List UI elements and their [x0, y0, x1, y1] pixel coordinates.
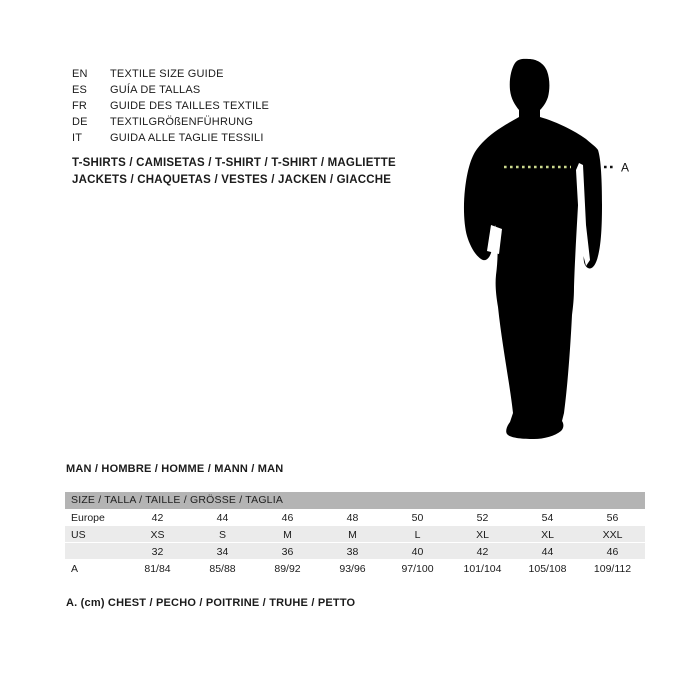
size-table-cell: 56: [606, 511, 619, 524]
language-row: [72, 130, 269, 146]
size-table-cell: 52: [476, 511, 489, 524]
size-table-cell: 54: [541, 511, 554, 524]
size-table-header: SIZE / TALLA / TAILLE / GRÖSSE / TAGLIA: [65, 492, 645, 509]
language-code: EN: [72, 68, 88, 80]
size-table-row-label: A: [71, 562, 79, 575]
size-table: [65, 492, 645, 577]
size-table-cell: XS: [150, 528, 165, 541]
size-table-cell: XXL: [602, 528, 623, 541]
size-table-cell: 105/108: [528, 562, 567, 575]
size-table-cell: 34: [216, 545, 229, 558]
language-row: [72, 82, 269, 98]
chest-measure-label: A: [621, 160, 630, 175]
size-table-cell: 48: [346, 511, 359, 524]
language-code: FR: [72, 100, 88, 112]
language-label: TEXTILE SIZE GUIDE: [110, 68, 224, 80]
language-row: [72, 66, 269, 82]
size-table-cell: L: [414, 528, 421, 541]
size-table-cell: 46: [281, 511, 294, 524]
size-table-row: [65, 560, 645, 577]
size-table-cell: S: [218, 528, 226, 541]
size-table-cell: 101/104: [463, 562, 502, 575]
language-row: [72, 98, 269, 114]
size-table-cell: XL: [541, 528, 554, 541]
size-table-cell: 81/84: [144, 562, 171, 575]
product-types-line1: T-SHIRTS / CAMISETAS / T-SHIRT / T-SHIRT / MAGLIETTE: [72, 157, 396, 169]
size-table-cell: 89/92: [274, 562, 301, 575]
size-table-row: [65, 509, 645, 526]
language-label: TEXTILGRÖßENFÜHRUNG: [110, 116, 254, 128]
size-table-cell: 42: [151, 511, 164, 524]
man-silhouette: [464, 59, 602, 439]
language-code: ES: [72, 84, 88, 96]
size-table-cell: 36: [281, 545, 294, 558]
size-table-row-label: US: [71, 528, 86, 541]
man-figure: [440, 55, 640, 445]
language-guide-list: [72, 66, 269, 146]
product-types-line2: JACKETS / CHAQUETAS / VESTES / JACKEN / GIACCHE: [72, 174, 392, 186]
size-table-cell: M: [283, 528, 292, 541]
size-table-cell: M: [348, 528, 357, 541]
size-table-row: [65, 543, 645, 560]
size-table-row: [65, 526, 645, 543]
size-table-cell: 93/96: [339, 562, 366, 575]
size-table-cell: 46: [606, 545, 619, 558]
size-table-row-label: Europe: [71, 511, 105, 524]
size-table-cell: 32: [151, 545, 164, 558]
measurement-footnote: A. (cm) CHEST / PECHO / POITRINE / TRUHE / PETTO: [66, 597, 356, 609]
size-table-cell: 42: [476, 545, 489, 558]
size-table-body: [65, 509, 645, 577]
product-types: [72, 155, 396, 189]
language-code: IT: [72, 132, 83, 144]
size-table-cell: 44: [216, 511, 229, 524]
language-label: GUÍA DE TALLAS: [110, 84, 201, 96]
size-table-cell: 50: [411, 511, 424, 524]
size-table-cell: 109/112: [593, 562, 632, 575]
size-table-cell: 44: [541, 545, 554, 558]
size-table-cell: 40: [411, 545, 424, 558]
language-code: DE: [72, 116, 88, 128]
language-row: [72, 114, 269, 130]
size-table-cell: 97/100: [401, 562, 434, 575]
size-table-cell: 85/88: [209, 562, 236, 575]
size-table-cell: 38: [346, 545, 359, 558]
gender-heading: MAN / HOMBRE / HOMME / MANN / MAN: [66, 463, 284, 475]
language-label: GUIDE DES TAILLES TEXTILE: [110, 100, 270, 112]
language-label: GUIDA ALLE TAGLIE TESSILI: [110, 132, 264, 144]
size-table-cell: XL: [476, 528, 489, 541]
